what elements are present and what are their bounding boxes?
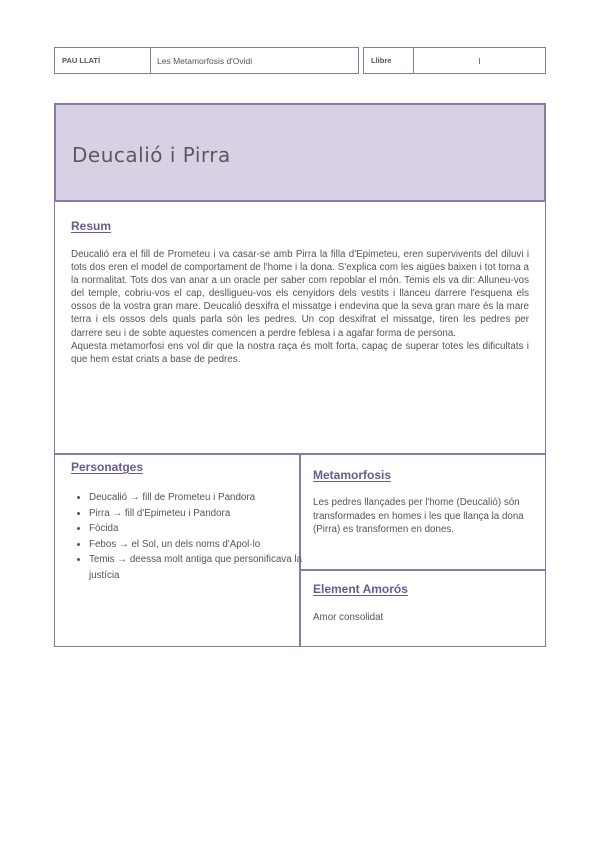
title-band [54,103,546,202]
element-amoros-heading: Element Amorós [313,582,408,596]
personatges-section [54,453,301,647]
personatges-heading: Personatges [71,460,144,474]
list-item: • Fòcida [89,521,302,537]
list-item: • Deucalió → fill de Prometeu i Pandora [89,490,302,506]
list-item: • Febos → el Sol, un dels noms d'Apol·lo [89,537,302,553]
element-amoros-section [299,569,546,647]
book-label: Llibre [363,47,414,74]
personatges-list [71,490,302,584]
resum-text [71,248,529,366]
resum-heading: Resum [71,219,112,233]
metamorfosis-section [299,453,546,571]
list-item: • Temis → deessa molt antiga que personificava la justícia [89,552,302,583]
element-amoros-text: Amor consolidat [313,612,384,623]
resum-paragraph-1: Deucalió era el fill de Prometeu i va casar-se amb Pirra la filla d'Epimeteu, eren supervivents del diluvi i tots dos eren el model de comportament de l'home i la dona. S'explica com les aigües baixen i tot torna a la normalitat. Tots dos van anar a un oracle per saber com repoblar el món. Temis els va dir: Alluneu-vos del temple, cobriu-vos el cap, deslligueu-vos els cenyidors dels vestits i llanceu darrere l'esquena els ossos de la vostra gran mare. Deucalió desxifra el missatge i endevina que la seva gran mare és la mare terra i els ossos dels quals parla són les pedres. Un cop desxifrat el missatge, tiren les pedres per darrere seu i de sobte aquestes comencen a perdre feblesa i a agafar forma de persona. [71,249,529,339]
book-value: I [413,47,546,74]
resum-section [54,200,546,455]
resum-paragraph-2: Aquesta metamorfosi ens vol dir que la nostra raça és molt forta, capaç de superar totes les dificultats i que hem estat criats a base de pedres. [71,340,529,365]
metamorfosis-text: Les pedres llançades per l'home (Deucalió) són transformades en homes i les que llança la dona (Pirra) es transformen en dones. [313,497,524,536]
metamorfosis-heading: Metamorfosis [313,468,392,482]
subject-value: Les Metamorfosis d'Ovidi [150,47,359,74]
page-title: Deucalió i Pirra [72,143,231,167]
subject-label: PAU LLATÍ [54,47,151,74]
list-item: • Pirra → fill d'Epimeteu i Pandora [89,506,302,522]
